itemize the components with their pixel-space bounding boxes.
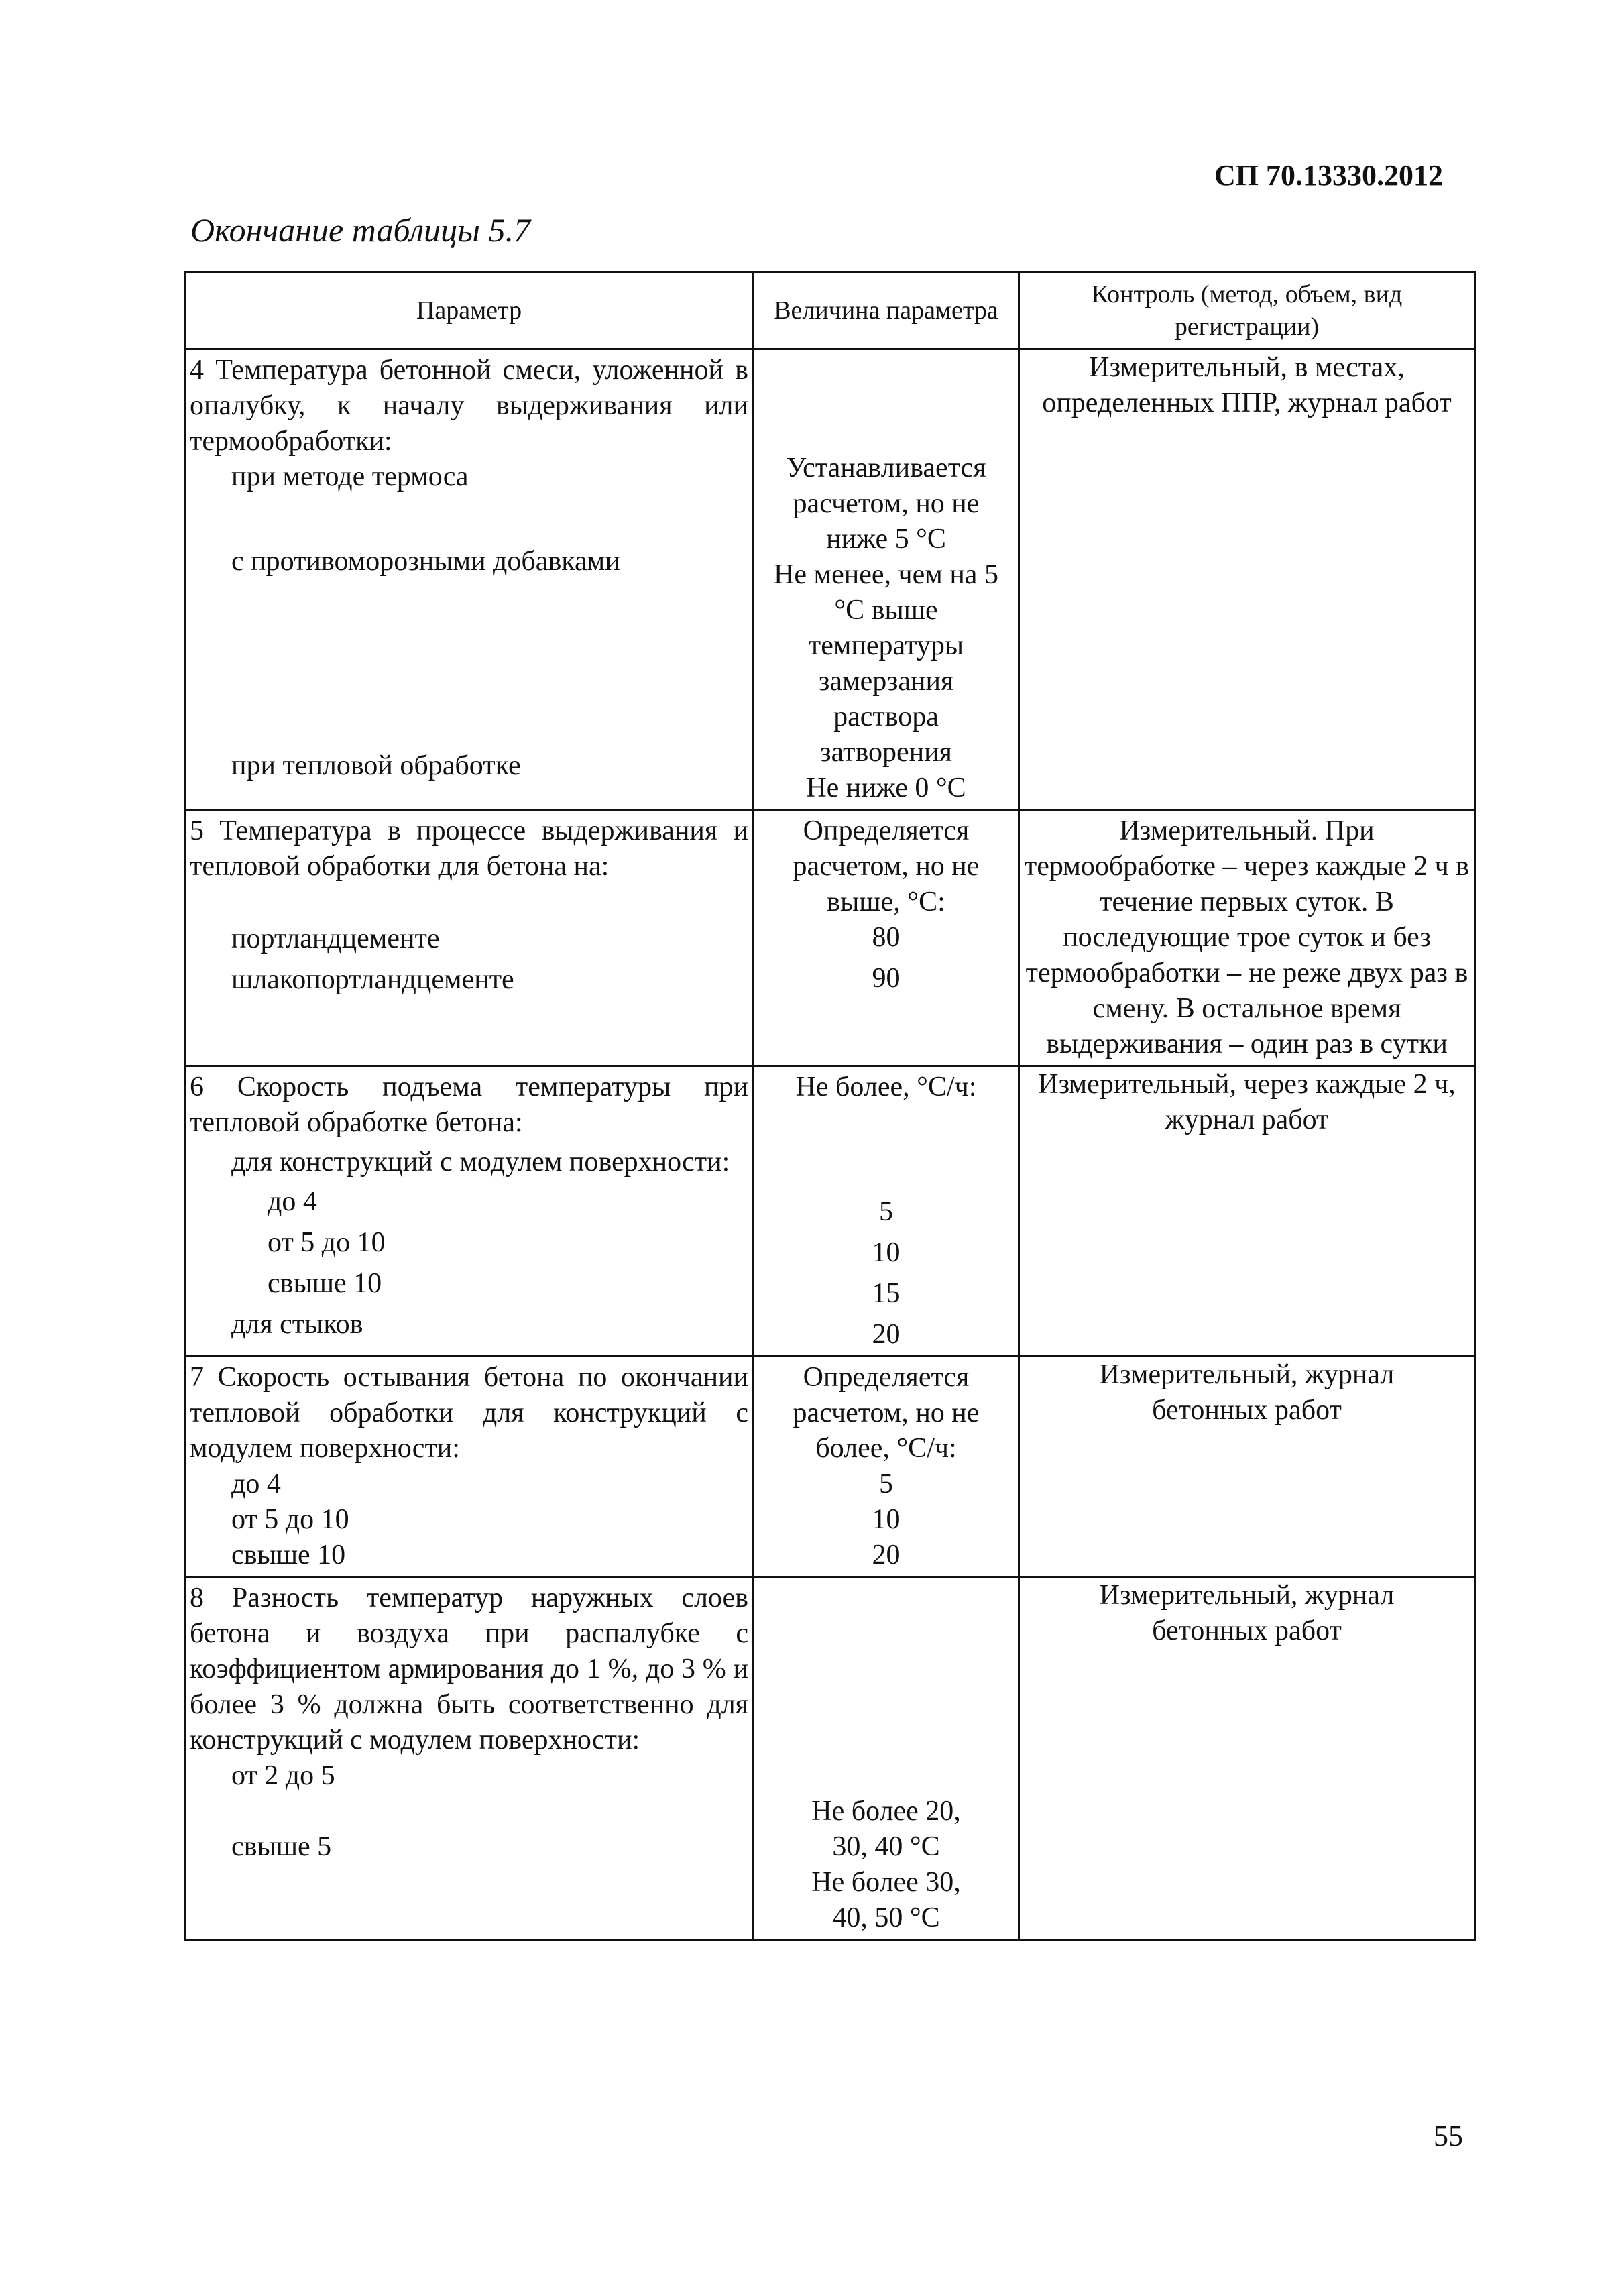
column-header-control: Контроль (метод, объем, вид регистрации) (1019, 272, 1475, 349)
parameter-item: с противоморозными добавками (231, 546, 620, 577)
value-item: 10 (872, 1237, 901, 1268)
control-cell: Измерительный. При термообработке – через каждые 2 ч в течение первых суток. В последующие трое суток и без термообработки – не реже двух раз в смену. В остальное время выдерживания – один раз в сутки (1019, 810, 1475, 1066)
value-item: Не ниже 0 °С (806, 772, 966, 803)
parameter-cell (185, 810, 754, 1066)
value-item: 15 (872, 1278, 901, 1309)
parameter-item: от 5 до 10 (268, 1227, 386, 1258)
parameter-item: при методе термоса (231, 461, 469, 492)
value-item: Не более 30, 40, 50 °С (811, 1867, 961, 1933)
table-row (185, 1357, 1475, 1577)
page-number: 55 (1434, 2120, 1463, 2152)
table-row (185, 1066, 1475, 1357)
control-cell: Измерительный, журнал бетонных работ (1019, 1577, 1475, 1940)
value-item: 80 (872, 922, 901, 953)
table-caption: Окончание таблицы 5.7 (190, 211, 531, 249)
parameter-item: до 4 (231, 1469, 281, 1499)
parameter-item: от 2 до 5 (231, 1760, 335, 1791)
value-item: Не более 20, 30, 40 °С (811, 1796, 961, 1862)
parameter-item: шлакопортландцементе (231, 964, 514, 995)
value-cell (754, 1357, 1019, 1577)
parameter-item: свыше 10 (231, 1540, 346, 1570)
value-item: 20 (872, 1319, 901, 1350)
parameter-item: свыше 10 (268, 1268, 382, 1299)
table-row (185, 810, 1475, 1066)
value-cell (754, 349, 1019, 810)
value-item: Не менее, чем на 5 °С выше температуры замерзания раствора затворения (774, 559, 998, 768)
parameter-cell (185, 349, 754, 810)
value-head: Определяется расчетом, но не выше, °С: (793, 815, 980, 917)
parameter-item: свыше 5 (231, 1831, 332, 1862)
control-cell: Измерительный, журнал бетонных работ (1019, 1357, 1475, 1577)
value-item: Устанавливается расчетом, но не ниже 5 °С (786, 453, 986, 555)
parameter-cell (185, 1577, 754, 1940)
parameter-lead: 5 Температура в процессе выдерживания и тепловой обработки для бетона на: (190, 815, 748, 882)
value-cell (754, 1577, 1019, 1940)
value-head: Не более, °С/ч: (795, 1072, 977, 1102)
value-item: 20 (872, 1540, 901, 1570)
parameter-lead: 7 Скорость остывания бетона по окончании тепловой обработки для конструкций с модулем поверхности: (190, 1362, 748, 1464)
value-cell (754, 1066, 1019, 1357)
parameter-lead: 4 Температура бетонной смеси, уложенной в опалубку, к началу выдерживания или термообработки: (190, 355, 748, 457)
parameter-item: от 5 до 10 (231, 1504, 349, 1535)
parameter-item: для стыков (231, 1309, 363, 1340)
control-cell: Измерительный, в местах, определенных ППР, журнал работ (1019, 349, 1475, 810)
doc-code: СП 70.13330.2012 (1214, 159, 1443, 192)
control-table (184, 271, 1476, 1941)
value-item: 10 (872, 1504, 901, 1535)
value-head: Определяется расчетом, но не более, °С/ч: (793, 1362, 980, 1464)
parameter-group: для конструкций с модулем поверхности: (231, 1147, 730, 1178)
control-cell: Измерительный, через каждые 2 ч, журнал работ (1019, 1066, 1475, 1357)
parameter-item: до 4 (268, 1186, 317, 1217)
value-cell (754, 810, 1019, 1066)
table-row (185, 1577, 1475, 1940)
value-item: 5 (879, 1469, 893, 1499)
parameter-cell (185, 1357, 754, 1577)
parameter-cell (185, 1066, 754, 1357)
parameter-item: при тепловой обработке (231, 750, 521, 781)
parameter-lead: 6 Скорость подъема температуры при тепловой обработке бетона: (190, 1072, 748, 1138)
table-header-row (185, 272, 1475, 349)
column-header-parameter: Параметр (185, 272, 754, 349)
column-header-value: Величина параметра (754, 272, 1019, 349)
value-item: 5 (879, 1196, 893, 1227)
parameter-item: портландцементе (231, 923, 440, 954)
value-item: 90 (872, 963, 901, 994)
table-row (185, 349, 1475, 810)
parameter-lead: 8 Разность температур наружных слоев бетона и воздуха при распалубке с коэффициентом армирования до 1 %, до 3 % и более 3 % должна быть соответственно для конструкций с модулем поверхности: (190, 1583, 748, 1756)
